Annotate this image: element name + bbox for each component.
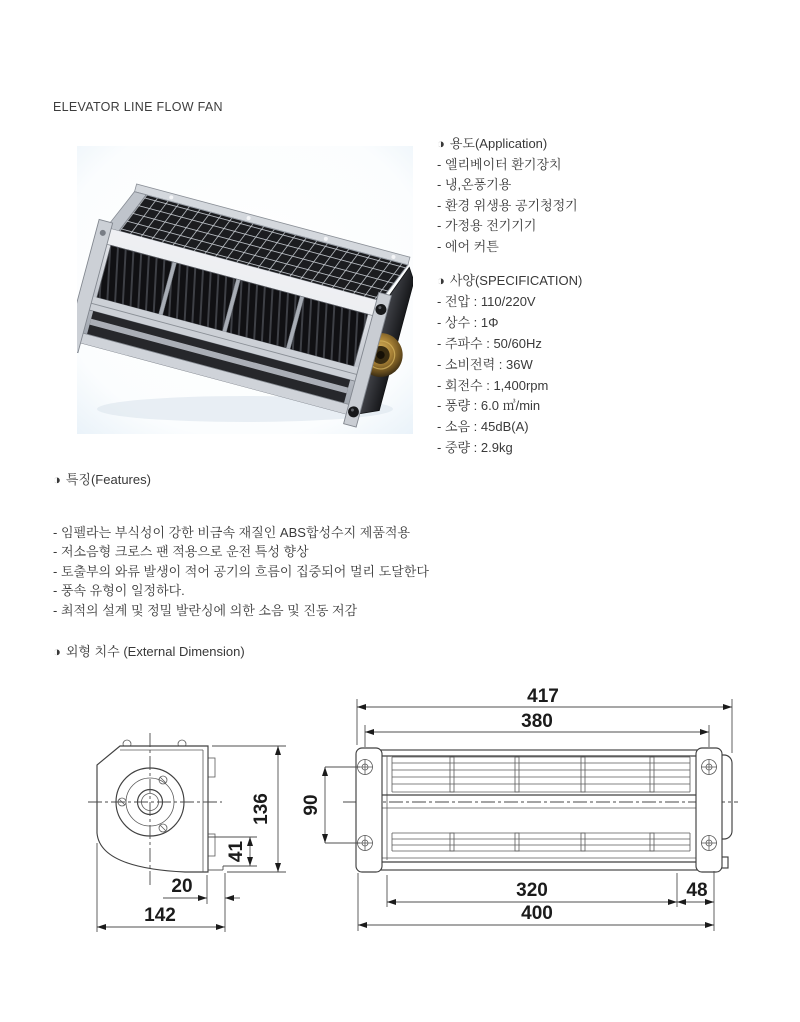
dim-front-mounting-pitch-label: 380 xyxy=(521,711,553,732)
external-dimension-heading: 외형 치수 (External Dimension) xyxy=(65,644,245,659)
section-bullet-icon: ◑ xyxy=(437,273,445,288)
feature-item: - 토출부의 와류 발생이 적어 공기의 흐름이 집중되어 멀리 도달한다 xyxy=(53,563,429,579)
features-list xyxy=(53,523,613,620)
application-item: - 에어 커튼 xyxy=(437,238,499,254)
specification-heading-row xyxy=(437,271,782,292)
specification-item: - 중량 : 2.9kg xyxy=(437,440,513,456)
dim-front-overall-length-label: 417 xyxy=(527,686,559,707)
section-bullet-icon: ◑ xyxy=(53,644,61,659)
specification-section xyxy=(437,271,782,459)
application-heading: 용도(Application) xyxy=(449,136,548,151)
feature-item: - 저소음형 크로스 팬 적용으로 운전 특성 향상 xyxy=(53,544,309,560)
specification-item: - 풍량 : 6.0 ㎥/min xyxy=(437,398,541,414)
dim-side-height-label: 136 xyxy=(251,793,272,825)
dim-front-base-length-label: 400 xyxy=(521,903,553,924)
application-item: - 환경 위생용 공기청정기 xyxy=(437,197,578,213)
dim-side-bracket-depth-label: 20 xyxy=(171,876,193,897)
feature-item: - 최적의 설계 및 정밀 발란싱에 의한 소음 및 진동 저감 xyxy=(53,602,358,618)
specification-item: - 소음 : 45dB(A) xyxy=(437,419,529,435)
features-heading: 특징(Features) xyxy=(65,472,151,487)
dim-side-depth-label: 142 xyxy=(144,905,176,926)
product-photo xyxy=(77,146,413,434)
specification-heading: 사양(SPECIFICATION) xyxy=(449,273,583,288)
feature-item: - 임펠라는 부식성이 강한 비금속 재질인 ABS합성수지 제품적용 xyxy=(53,525,411,540)
dimension-drawing xyxy=(60,685,770,945)
dim-front-mounting-height-label: 90 xyxy=(301,794,322,816)
front-view xyxy=(301,686,738,931)
section-bullet-icon: ◑ xyxy=(437,136,445,151)
specification-item: - 소비전력 : 36W xyxy=(437,356,533,372)
application-item: - 냉,온풍기용 xyxy=(437,177,512,193)
specification-item: - 상수 : 1Φ xyxy=(437,314,499,330)
dim-side-bracket-height-label: 41 xyxy=(226,840,247,863)
specification-item: - 전압 : 110/220V xyxy=(437,293,536,309)
application-section xyxy=(437,134,782,258)
external-dimension-heading-row xyxy=(53,641,245,660)
dim-front-body-length-label: 320 xyxy=(516,880,548,901)
section-bullet-icon: ◑ xyxy=(53,472,61,487)
page-title: ELEVATOR LINE FLOW FAN xyxy=(53,100,223,114)
application-item: - 가정용 전기기기 xyxy=(437,218,537,234)
dim-front-motor-length-label: 48 xyxy=(686,880,708,901)
feature-item: - 풍속 유형이 일정하다. xyxy=(53,583,185,599)
application-item: - 엘리베이터 환기장치 xyxy=(437,156,562,172)
features-heading-row xyxy=(53,469,151,488)
specification-item: - 주파수 : 50/60Hz xyxy=(437,335,542,351)
application-heading-row xyxy=(437,134,782,155)
side-view xyxy=(88,733,286,932)
specification-item: - 회전수 : 1,400rpm xyxy=(437,377,549,393)
